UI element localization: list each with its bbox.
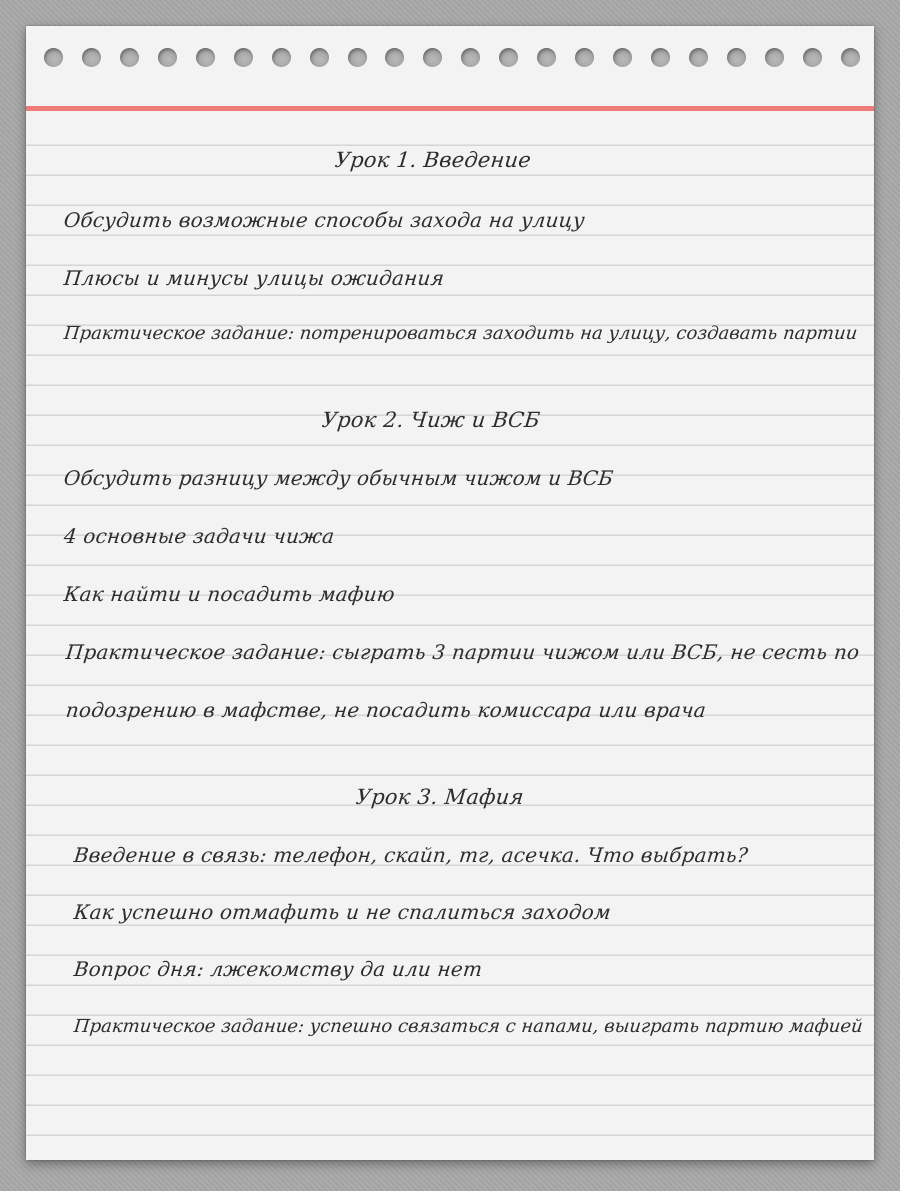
binder-hole xyxy=(310,48,329,67)
lesson-1-item-3: Практическое задание: потренироваться заходить на улицу, создавать партии xyxy=(62,323,859,344)
lesson-2-item-1: Обсудить разницу между обычным чижом и ВСБ xyxy=(62,466,615,490)
binder-hole xyxy=(841,48,860,67)
binder-hole xyxy=(575,48,594,67)
lesson-1-item-1: Обсудить возможные способы захода на улицу xyxy=(62,208,586,232)
binder-hole xyxy=(158,48,177,67)
binder-hole xyxy=(651,48,670,67)
binder-hole xyxy=(537,48,556,67)
lesson-2-item-4: Практическое задание: сыграть 3 партии чижом или ВСБ, не сесть по xyxy=(64,640,861,664)
binder-hole xyxy=(765,48,784,67)
lesson-3-item-4: Практическое задание: успешно связаться с напами, выиграть партию мафией xyxy=(72,1016,864,1037)
lesson-1-title: Урок 1. Введение xyxy=(333,148,533,172)
binder-hole xyxy=(196,48,215,67)
binder-hole xyxy=(613,48,632,67)
lesson-2-item-3: Как найти и посадить мафию xyxy=(62,582,397,606)
lesson-3-title: Урок 3. Мафия xyxy=(354,785,525,809)
lesson-2-item-5: подозрению в мафстве, не посадить комиссара или врача xyxy=(64,698,708,722)
lesson-2-title: Урок 2. Чиж и ВСБ xyxy=(320,408,542,432)
binder-holes xyxy=(44,48,860,67)
lesson-2-item-2: 4 основные задачи чижа xyxy=(62,524,336,548)
binder-hole xyxy=(120,48,139,67)
binder-hole xyxy=(272,48,291,67)
binder-hole xyxy=(423,48,442,67)
binder-hole xyxy=(385,48,404,67)
lesson-3-item-1: Введение в связь: телефон, скайп, тг, асечка. Что выбрать? xyxy=(72,843,750,867)
lesson-1-item-2: Плюсы и минусы улицы ожидания xyxy=(62,266,446,290)
page-top-area xyxy=(26,26,874,114)
binder-hole xyxy=(234,48,253,67)
lesson-3-item-3: Вопрос дня: лжекомству да или нет xyxy=(72,957,484,981)
binder-hole xyxy=(499,48,518,67)
red-margin-line xyxy=(26,106,874,111)
binder-hole xyxy=(82,48,101,67)
binder-hole xyxy=(461,48,480,67)
binder-hole xyxy=(348,48,367,67)
binder-hole xyxy=(727,48,746,67)
binder-hole xyxy=(689,48,708,67)
lesson-3-item-2: Как успешно отмафить и не спалиться заходом xyxy=(72,900,613,924)
binder-hole xyxy=(803,48,822,67)
binder-hole xyxy=(44,48,63,67)
